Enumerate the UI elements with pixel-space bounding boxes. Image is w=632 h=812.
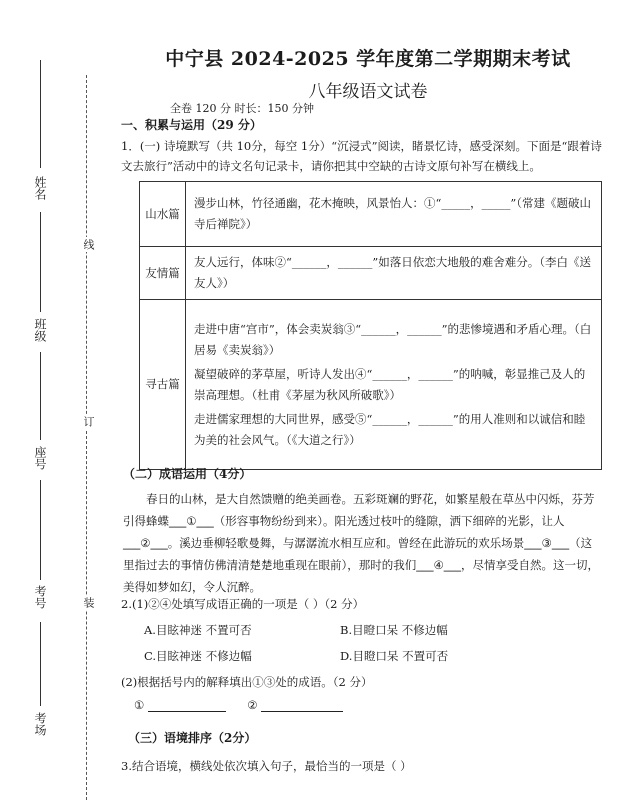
category-cell: 友情篇 [140, 247, 186, 300]
exam-room-label: 考场 [33, 712, 47, 736]
idiom-passage: 春日的山林，是大自然馈赠的绝美画卷。五彩斑斓的野花，如繁星般在草丛中闪烁，芬芳引得蜂蝶___①___（形容事物纷纷到来）。阳光透过枝叶的缝隙，洒下细碎的光影，让人___②___。溪边垂柳轻歌曼舞，与潺潺流水相互应和。曾经在此游玩的欢乐场景___③___（这里指过去的事情仿佛清清楚楚地重现在眼前），那时的我们___④___，尽情享受自然。这一切，美得如梦如幻，令人沉醉。 [123, 492, 600, 594]
exam-meta: 全卷 120 分 时长：150 分钟 [170, 102, 314, 115]
exam-number-line [40, 480, 41, 580]
class-label: 班级 [33, 318, 47, 342]
section-heading-1: 一、积累与运用（29 分） [121, 118, 262, 132]
blank-1-label: ① [134, 698, 145, 712]
question-3: 3.结合语境，横线处依次填入句子，最恰当的一项是（ ） [121, 759, 412, 773]
blank-1-line[interactable] [148, 711, 226, 712]
binding-mark-bind: 装 [82, 597, 95, 608]
table-row [140, 300, 602, 470]
question-1-intro: 1．(一) 诗境默写（共 10分，每空 1分）“沉浸式”阅读，睹景忆诗，感受深刻。下面是“跟着诗文去旅行”活动中的诗文名句记录卡，请你把其中空缺的古诗文原句补写在横线上。 [121, 139, 602, 173]
option-d[interactable]: D.目瞪口呆 不置可否 [340, 649, 449, 663]
binding-margin [0, 0, 118, 812]
section-heading-3: （三）语境排序（2分） [128, 731, 257, 745]
option-b[interactable]: B.目瞪口呆 不修边幅 [340, 623, 448, 637]
exam-room-line [40, 622, 41, 706]
exam-title: 中宁县 2024-2025 学年度第二学期期末考试 [165, 48, 571, 70]
poem-record-table [139, 181, 602, 470]
question-2-1: 2.(1)②④处填写成语正确的一项是（ ）（2 分） [121, 597, 365, 611]
table-row [140, 247, 602, 300]
binding-dashed-rule [86, 75, 87, 800]
seat-label: 座号 [33, 446, 47, 470]
name-label: 姓名 [33, 176, 47, 200]
section-heading-2: （二）成语运用（4分） [123, 467, 252, 481]
option-a[interactable]: A.目眩神迷 不置可否 [144, 623, 252, 637]
exam-number-label: 考号 [33, 585, 47, 609]
table-row [140, 182, 602, 247]
table-text-cell [186, 300, 602, 470]
class-line [40, 212, 41, 312]
poem-line[interactable]: 凝望破碎的茅草屋，听诗人发出④“______，______”的呐喊，彰显推己及人的崇高理想。（杜甫《茅屋为秋风所破歌》） [194, 366, 586, 402]
poem-line[interactable]: 走进儒家理想的大同世界，感受⑤“______，______”的用人准则和以诚信和睦为美的社会风气。（《大道之行》） [194, 411, 586, 447]
poem-line[interactable]: 漫步山林，竹径通幽，花木掩映，风景怡人：①“_____，_____”（常建《题破山寺后禅院》） [194, 196, 592, 231]
seat-line [40, 352, 41, 440]
poem-line[interactable]: 友人远行，体味②“______，______”如落日依恋大地般的难舍难分。（李白《送友人》） [194, 255, 592, 290]
table-text-cell [186, 182, 602, 247]
table-text-cell [186, 247, 602, 300]
option-c[interactable]: C.目眩神迷 不修边幅 [144, 649, 252, 663]
category-cell: 寻古篇 [140, 300, 186, 470]
blank-2-line[interactable] [261, 711, 343, 712]
question-2-2: (2)根据括号内的解释填出①③处的成语。（2 分） [121, 675, 373, 689]
category-cell: 山水篇 [140, 182, 186, 247]
binding-mark-line: 线 [82, 239, 95, 250]
exam-subtitle: 八年级语文试卷 [308, 82, 428, 102]
binding-mark-order: 订 [82, 416, 95, 427]
blank-2-label: ② [247, 698, 258, 712]
answer-blanks [134, 698, 343, 712]
name-line [40, 60, 41, 168]
poem-line[interactable]: 走进中唐“宫市”，体会卖炭翁③“______，______”的悲惨境遇和矛盾心理。（白居易《卖炭翁》） [194, 321, 592, 357]
